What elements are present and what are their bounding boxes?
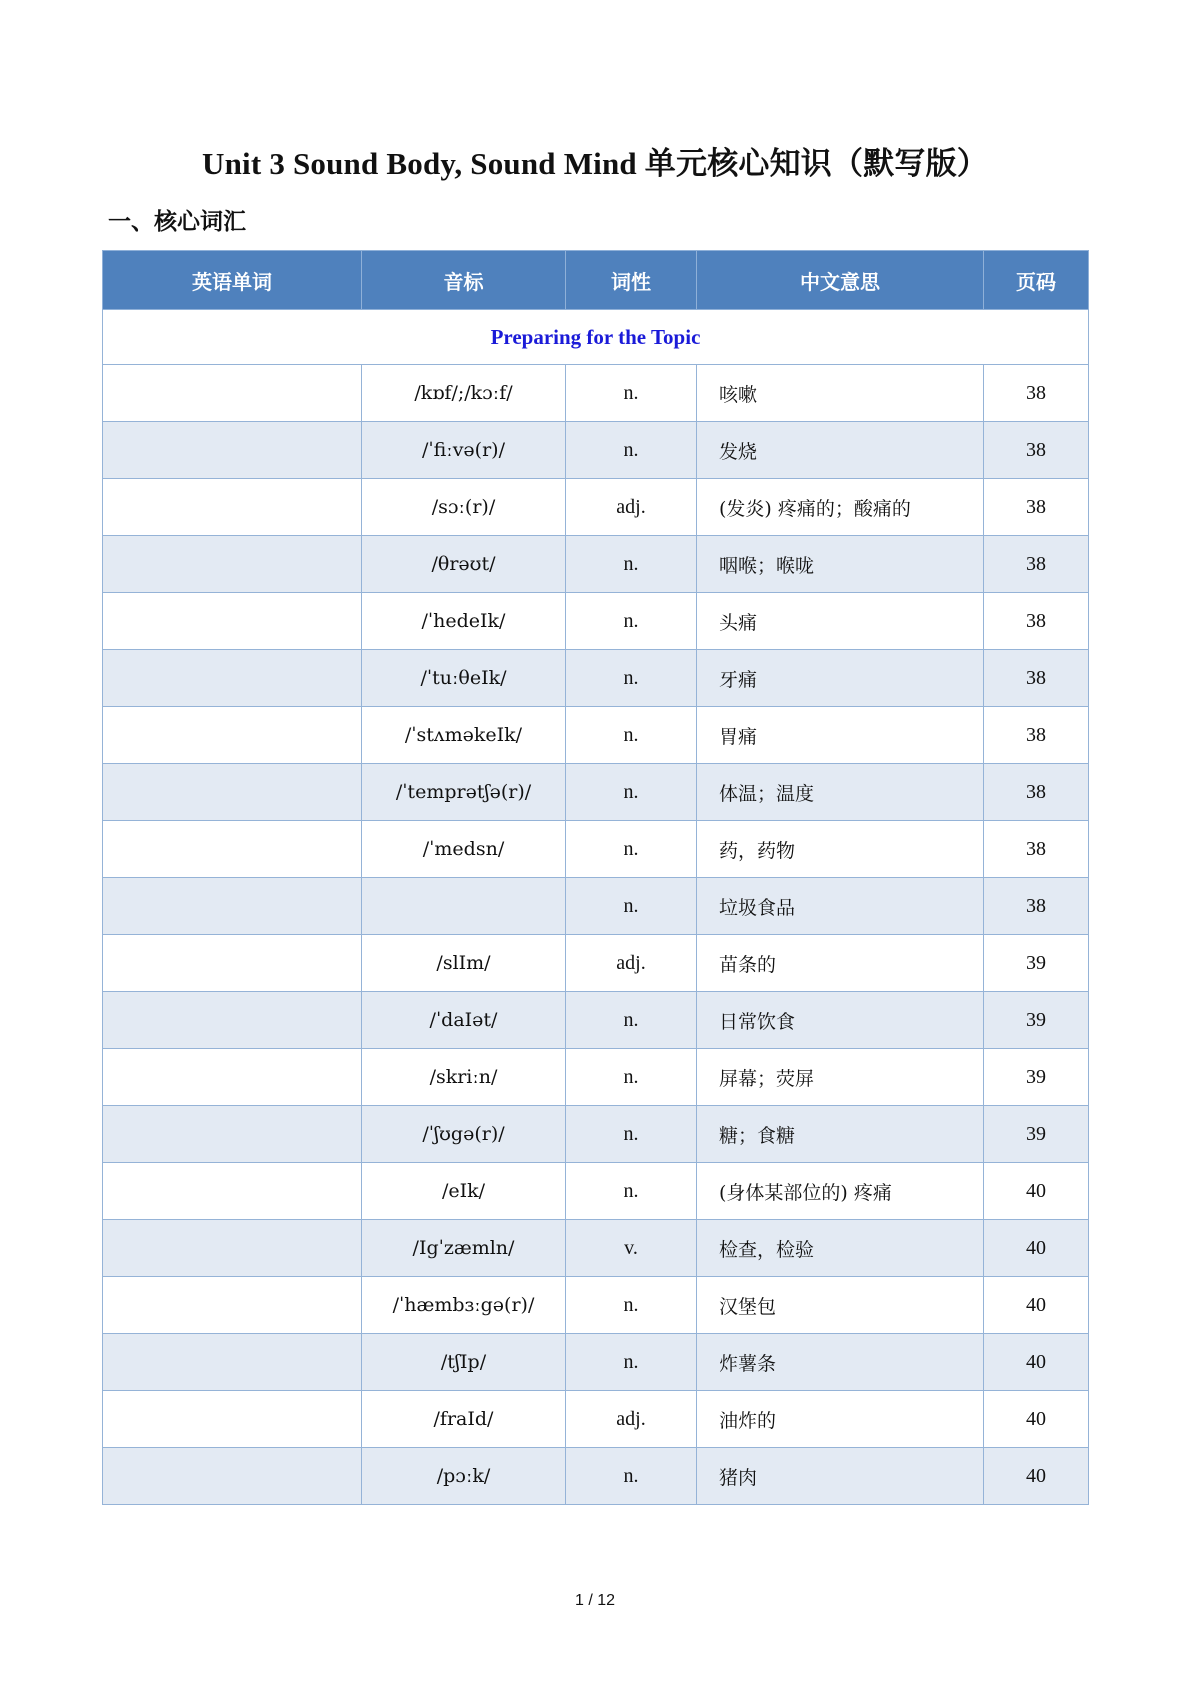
table-row bbox=[103, 1106, 1089, 1163]
table-row bbox=[103, 479, 1089, 536]
meaning-cell: 牙痛 bbox=[697, 650, 984, 707]
word-cell[interactable] bbox=[103, 593, 362, 650]
pos-cell: n. bbox=[566, 764, 697, 821]
page-cell: 38 bbox=[984, 764, 1089, 821]
table-row bbox=[103, 1448, 1089, 1505]
meaning-cell: 体温；温度 bbox=[697, 764, 984, 821]
word-cell[interactable] bbox=[103, 707, 362, 764]
word-cell[interactable] bbox=[103, 1391, 362, 1448]
pos-cell: n. bbox=[566, 707, 697, 764]
word-cell[interactable] bbox=[103, 992, 362, 1049]
phonetic-cell bbox=[362, 878, 566, 935]
table-row bbox=[103, 1277, 1089, 1334]
phonetic-cell: /ˈhedeIk/ bbox=[362, 593, 566, 650]
page-cell: 38 bbox=[984, 593, 1089, 650]
page-cell: 38 bbox=[984, 422, 1089, 479]
table-row bbox=[103, 1391, 1089, 1448]
meaning-cell: 发烧 bbox=[697, 422, 984, 479]
page-cell: 40 bbox=[984, 1220, 1089, 1277]
phonetic-cell: /ˈhæmbɜːgə(r)/ bbox=[362, 1277, 566, 1334]
header-pos: 词性 bbox=[566, 251, 697, 310]
pos-cell: adj. bbox=[566, 479, 697, 536]
meaning-cell: 苗条的 bbox=[697, 935, 984, 992]
meaning-cell: 糖；食糖 bbox=[697, 1106, 984, 1163]
phonetic-cell: /tʃIp/ bbox=[362, 1334, 566, 1391]
page-cell: 40 bbox=[984, 1277, 1089, 1334]
meaning-cell: 油炸的 bbox=[697, 1391, 984, 1448]
page-title: Unit 3 Sound Body, Sound Mind 单元核心知识（默写版） bbox=[202, 146, 988, 181]
meaning-cell: 日常饮食 bbox=[697, 992, 984, 1049]
pos-cell: n. bbox=[566, 1106, 697, 1163]
page-cell: 39 bbox=[984, 935, 1089, 992]
pos-cell: n. bbox=[566, 1334, 697, 1391]
page-cell: 40 bbox=[984, 1334, 1089, 1391]
pos-cell: adj. bbox=[566, 1391, 697, 1448]
phonetic-cell: /ˈmedsn/ bbox=[362, 821, 566, 878]
word-cell[interactable] bbox=[103, 479, 362, 536]
page-cell: 40 bbox=[984, 1391, 1089, 1448]
phonetic-cell: /ˈtuːθeIk/ bbox=[362, 650, 566, 707]
table-row bbox=[103, 536, 1089, 593]
meaning-cell: 屏幕；荧屏 bbox=[697, 1049, 984, 1106]
phonetic-cell: /fraId/ bbox=[362, 1391, 566, 1448]
meaning-cell: (发炎) 疼痛的；酸痛的 bbox=[697, 479, 984, 536]
header-phonetic: 音标 bbox=[362, 251, 566, 310]
pos-cell: n. bbox=[566, 821, 697, 878]
page-number: 1 / 12 bbox=[574, 1592, 616, 1609]
page-cell: 38 bbox=[984, 365, 1089, 422]
phonetic-cell: /slIm/ bbox=[362, 935, 566, 992]
pos-cell: n. bbox=[566, 878, 697, 935]
pos-cell: n. bbox=[566, 593, 697, 650]
page-cell: 38 bbox=[984, 536, 1089, 593]
pos-cell: n. bbox=[566, 536, 697, 593]
topic-heading: Preparing for the Topic bbox=[103, 310, 1089, 365]
section-heading: 一、核心词汇 bbox=[108, 208, 246, 235]
topic-row bbox=[103, 310, 1089, 365]
word-cell[interactable] bbox=[103, 935, 362, 992]
word-cell[interactable] bbox=[103, 536, 362, 593]
table-row bbox=[103, 992, 1089, 1049]
pos-cell: n. bbox=[566, 992, 697, 1049]
phonetic-cell: /ˈtemprətʃə(r)/ bbox=[362, 764, 566, 821]
table-row bbox=[103, 422, 1089, 479]
page-cell: 38 bbox=[984, 821, 1089, 878]
meaning-cell: 检查，检验 bbox=[697, 1220, 984, 1277]
page-cell: 40 bbox=[984, 1163, 1089, 1220]
table-row bbox=[103, 1334, 1089, 1391]
table-row bbox=[103, 707, 1089, 764]
page-cell: 38 bbox=[984, 650, 1089, 707]
vocabulary-table bbox=[102, 250, 1089, 1505]
pos-cell: n. bbox=[566, 1049, 697, 1106]
table-header-row bbox=[103, 251, 1089, 310]
phonetic-cell: /pɔːk/ bbox=[362, 1448, 566, 1505]
header-word: 英语单词 bbox=[103, 251, 362, 310]
pos-cell: adj. bbox=[566, 935, 697, 992]
meaning-cell: 药，药物 bbox=[697, 821, 984, 878]
phonetic-cell: /ˈdaIət/ bbox=[362, 992, 566, 1049]
phonetic-cell: /sɔː(r)/ bbox=[362, 479, 566, 536]
pos-cell: n. bbox=[566, 1277, 697, 1334]
table-row bbox=[103, 1163, 1089, 1220]
meaning-cell: (身体某部位的) 疼痛 bbox=[697, 1163, 984, 1220]
phonetic-cell: /skriːn/ bbox=[362, 1049, 566, 1106]
word-cell[interactable] bbox=[103, 365, 362, 422]
word-cell[interactable] bbox=[103, 1220, 362, 1277]
page-cell: 39 bbox=[984, 1106, 1089, 1163]
word-cell[interactable] bbox=[103, 764, 362, 821]
table-row bbox=[103, 650, 1089, 707]
phonetic-cell: /θrəʊt/ bbox=[362, 536, 566, 593]
word-cell[interactable] bbox=[103, 1334, 362, 1391]
table-row bbox=[103, 935, 1089, 992]
phonetic-cell: /ˈstʌməkeIk/ bbox=[362, 707, 566, 764]
pos-cell: n. bbox=[566, 365, 697, 422]
phonetic-cell: /kɒf/;/kɔːf/ bbox=[362, 365, 566, 422]
meaning-cell: 头痛 bbox=[697, 593, 984, 650]
table-row bbox=[103, 821, 1089, 878]
word-cell[interactable] bbox=[103, 878, 362, 935]
page-cell: 38 bbox=[984, 479, 1089, 536]
word-cell[interactable] bbox=[103, 422, 362, 479]
table-row bbox=[103, 878, 1089, 935]
meaning-cell: 猪肉 bbox=[697, 1448, 984, 1505]
header-page: 页码 bbox=[984, 251, 1089, 310]
page-cell: 38 bbox=[984, 707, 1089, 764]
table-row bbox=[103, 1220, 1089, 1277]
phonetic-cell: /ˈʃʊgə(r)/ bbox=[362, 1106, 566, 1163]
pos-cell: n. bbox=[566, 1448, 697, 1505]
page-cell: 40 bbox=[984, 1448, 1089, 1505]
meaning-cell: 咳嗽 bbox=[697, 365, 984, 422]
word-cell[interactable] bbox=[103, 1106, 362, 1163]
table-row bbox=[103, 593, 1089, 650]
word-cell[interactable] bbox=[103, 821, 362, 878]
page-cell: 39 bbox=[984, 1049, 1089, 1106]
phonetic-cell: /ˈfiːvə(r)/ bbox=[362, 422, 566, 479]
word-cell[interactable] bbox=[103, 650, 362, 707]
phonetic-cell: /eIk/ bbox=[362, 1163, 566, 1220]
table-row bbox=[103, 365, 1089, 422]
page-cell: 38 bbox=[984, 878, 1089, 935]
word-cell[interactable] bbox=[103, 1049, 362, 1106]
meaning-cell: 汉堡包 bbox=[697, 1277, 984, 1334]
pos-cell: n. bbox=[566, 422, 697, 479]
word-cell[interactable] bbox=[103, 1163, 362, 1220]
pos-cell: v. bbox=[566, 1220, 697, 1277]
table-row bbox=[103, 764, 1089, 821]
header-meaning: 中文意思 bbox=[697, 251, 984, 310]
table-row bbox=[103, 1049, 1089, 1106]
pos-cell: n. bbox=[566, 1163, 697, 1220]
meaning-cell: 胃痛 bbox=[697, 707, 984, 764]
word-cell[interactable] bbox=[103, 1277, 362, 1334]
meaning-cell: 垃圾食品 bbox=[697, 878, 984, 935]
word-cell[interactable] bbox=[103, 1448, 362, 1505]
pos-cell: n. bbox=[566, 650, 697, 707]
meaning-cell: 咽喉；喉咙 bbox=[697, 536, 984, 593]
page-cell: 39 bbox=[984, 992, 1089, 1049]
phonetic-cell: /Igˈzæmln/ bbox=[362, 1220, 566, 1277]
meaning-cell: 炸薯条 bbox=[697, 1334, 984, 1391]
